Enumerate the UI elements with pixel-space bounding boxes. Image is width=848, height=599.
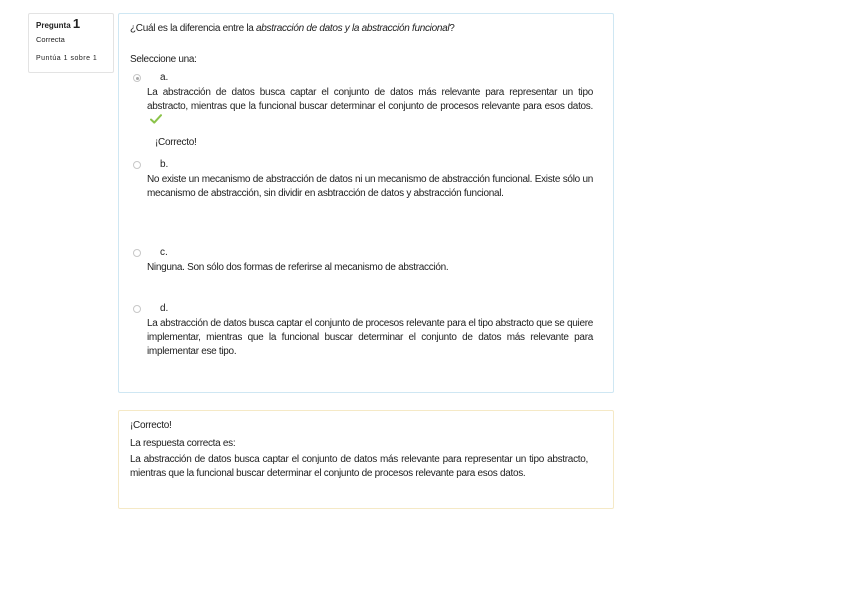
answer-option-d[interactable]	[133, 302, 593, 362]
question-formulation	[118, 13, 614, 393]
question-number	[36, 17, 106, 33]
outcome-feedback-box	[118, 410, 614, 509]
question-label: Pregunta	[36, 21, 71, 30]
question-text-prefix: ¿Cuál es la diferencia entre la	[130, 23, 257, 34]
question-grade: Puntúa 1 sobre 1	[36, 55, 98, 62]
option-b-text[interactable]: No existe un mecanismo de abstracción de datos ni un mecanismo de abstracción funcional. Existe sólo un mecanismo de abstracción, sin dividir en asbtracción de datos y abstracción funcional.	[147, 174, 593, 199]
option-c-letter: c.	[160, 247, 168, 258]
general-feedback: ¡Correcto!	[130, 420, 172, 431]
right-answer-label: La respuesta correcta es:	[130, 438, 236, 449]
question-text	[130, 22, 455, 36]
option-c-text[interactable]: Ninguna. Son sólo dos formas de referirse al mecanismo de abstracción.	[147, 262, 449, 273]
question-text-emphasis-1: abstracción de datos	[256, 23, 343, 34]
answer-option-b[interactable]	[133, 158, 593, 218]
radio-option-d[interactable]	[133, 305, 141, 313]
radio-option-b[interactable]	[133, 161, 141, 169]
option-b-letter: b.	[160, 159, 169, 170]
option-a-text[interactable]	[147, 86, 593, 128]
question-info-box	[28, 13, 114, 73]
question-number-value: 1	[72, 16, 81, 31]
answer-prompt: Seleccione una:	[130, 54, 197, 65]
right-answer-text: La abstracción de datos busca captar el conjunto de datos más relevante para representar un tipo abstracto, mientras que la funcional buscar determinar el conjunto de procesos relevante para esos datos.	[130, 454, 588, 479]
question-text-middle: y	[342, 23, 352, 34]
answer-option-c[interactable]	[133, 246, 593, 278]
radio-option-a[interactable]	[133, 74, 141, 82]
radio-option-c[interactable]	[133, 249, 141, 257]
check-icon	[150, 114, 162, 124]
option-a-letter: a.	[160, 72, 169, 83]
option-a-text-value: La abstracción de datos busca captar el conjunto de datos más relevante para representar un tipo abstracto, mientras que la funcional buscar determinar el conjunto de procesos relevante para esos datos.	[147, 87, 593, 112]
answer-option-a[interactable]	[133, 71, 593, 143]
option-d-letter: d.	[160, 303, 169, 314]
question-text-emphasis-2: la abstracción funcional	[351, 23, 450, 34]
question-text-suffix: ?	[449, 23, 455, 34]
question-state: Correcta	[36, 35, 65, 44]
option-a-feedback: ¡Correcto!	[155, 137, 197, 148]
option-d-text[interactable]: La abstracción de datos busca captar el conjunto de procesos relevante para el tipo abstracto que se quiere implementar, mientras que la funcional buscar determinar el conjunto de datos más relevante para implementar ese tipo.	[147, 318, 593, 357]
